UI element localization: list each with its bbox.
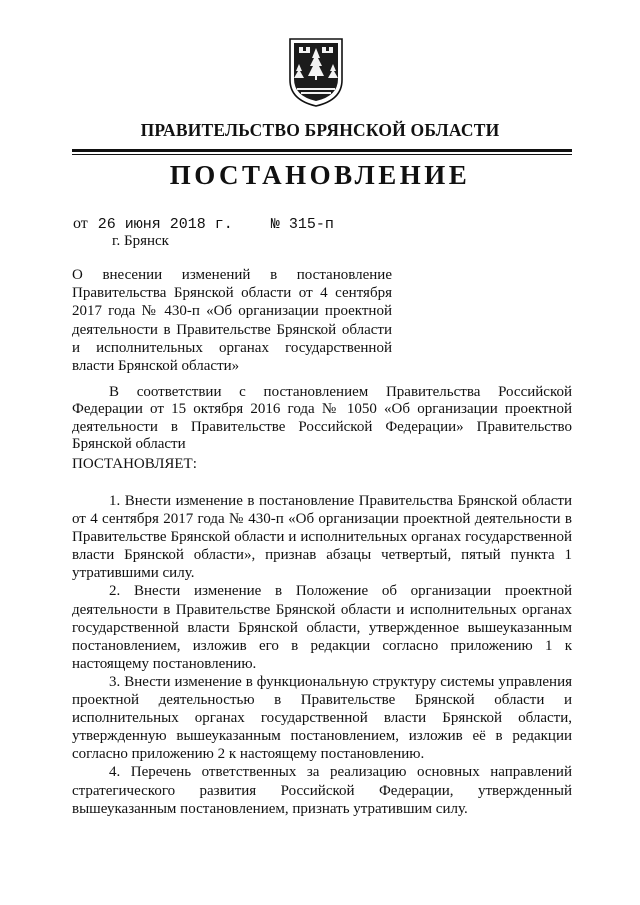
date-prefix: от xyxy=(73,215,88,232)
decree-item-4: 4. Перечень ответственных за реализацию основных направлений стратегического развития Российской Федерации, утвержденный вышеуказанным постановлением, признать утратившим силу. xyxy=(72,764,572,817)
decree-items xyxy=(72,492,572,818)
coat-of-arms-icon xyxy=(287,34,345,108)
decree-word: ПОСТАНОВЛЯЕТ: xyxy=(72,456,197,472)
document-city: г. Брянск xyxy=(112,233,169,249)
header-rule-thin xyxy=(72,154,572,155)
header-rule-thick xyxy=(72,149,572,152)
document-date: 26 июня 2018 г. xyxy=(97,216,233,233)
document-type: ПОСТАНОВЛЕНИЕ xyxy=(169,160,471,190)
date-number-line xyxy=(73,215,334,233)
document-number: № 315-п xyxy=(270,216,334,233)
preamble: В соответствии с постановлением Правительства Российской Федерации от 15 октября 2016 года № 1050 «Об организации проектной деятельности в Правительстве Российской Федерации» Правительство Брянской области xyxy=(72,384,572,453)
decree-item-1: 1. Внести изменение в постановление Правительства Брянской области от 4 сентября 2017 года № 430-п «Об организации проектной деятельности в Правительстве Брянской области и исполнительных органах государственной власти Брянской области», признав абзацы четвертый, пятый пункта 1 утратившими силу. xyxy=(72,493,572,582)
document-subject: О внесении изменений в постановление Правительства Брянской области от 4 сентября 2017 года № 430-п «Об организации проектной деятельности в Правительстве Брянской области и исполнительных органах государственной власти Брянской области» xyxy=(72,267,392,375)
government-title: ПРАВИТЕЛЬСТВО БРЯНСКОЙ ОБЛАСТИ xyxy=(140,120,500,140)
decree-item-2: 2. Внести изменение в Положение об организации проектной деятельности в Правительстве Брянской области и исполнительных органах государственной власти Брянской области, утвержденное вышеуказанным постановлением, изложив его в редакции согласно приложению 1 к настоящему постановлению. xyxy=(72,583,572,672)
decree-item-3: 3. Внести изменение в функциональную структуру системы управления проектной деятельностью в Правительстве Брянской области и исполнительных органах государственной власти Брянской области, утвержденную вышеуказанным постановлением, изложив её в редакции согласно приложению 2 к настоящему постановлению. xyxy=(72,673,572,763)
